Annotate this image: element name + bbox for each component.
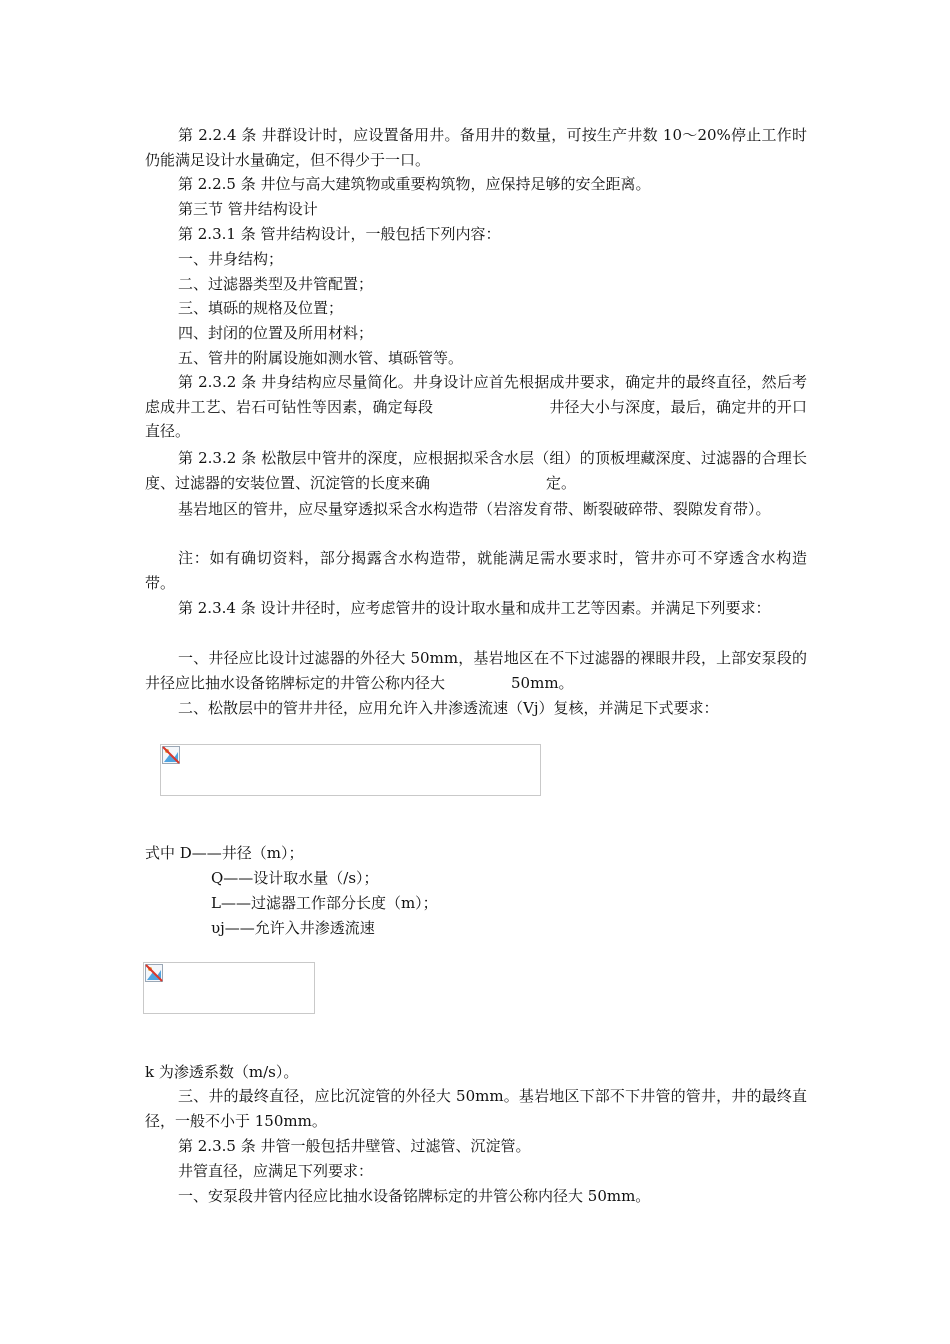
requirement-2: 二、松散层中的管井井径，应用允许入井渗透流速（Vj）复核，并满足下式要求： [178, 699, 719, 717]
clause-2-3-1: 第 2.3.1 条 管井结构设计，一般包括下列内容： [178, 225, 501, 243]
variable-definition: Q——设计取水量（/s）； [211, 869, 379, 887]
coefficient-definition: k 为渗透系数（m/s）。 [145, 1063, 299, 1081]
clause-2-3-2-structure [145, 370, 807, 444]
formula-image [160, 744, 541, 796]
section-heading: 第三节 管井结构设计 [178, 200, 318, 218]
requirement-1 [145, 646, 807, 695]
broken-image-icon [162, 746, 180, 764]
clause-text: 第 2.3.2 条 井身结构应尽量简化。井身设计应首先根据成井要求，确定井的最终直径，然后考虑成井工艺、岩石可钻性等因素，确定每段 [145, 373, 807, 416]
clause-2-3-5: 第 2.3.5 条 井管一般包括井壁管、过滤管、沉淀管。 [178, 1137, 531, 1155]
variable-definition: 式中 D——井径（m）； [145, 844, 304, 862]
list-item: 三、填砾的规格及位置； [178, 299, 344, 317]
clause-text: 第 2.3.2 条 松散层中管井的深度，应根据拟采含水层（组）的顶板埋藏深度、过滤器的合理长度、过滤器的安装位置、沉淀管的长度来确 [145, 449, 807, 492]
variable-definition: υj——允许入井渗透流速 [211, 919, 375, 937]
clause-2-3-2-depth [145, 446, 807, 495]
requirement-3: 三、井的最终直径，应比沉淀管的外径大 50mm。基岩地区下部不下井管的管井，井的最终直径，一般不小于 150mm。 [145, 1087, 807, 1130]
variable-definition: L——过滤器工作部分长度（m）； [211, 894, 438, 912]
clause-text: 井径大小与深度，最后，确定井的开口直径。 [145, 397, 807, 440]
formula-image [143, 962, 315, 1014]
clause-2-2-4: 第 2.2.4 条 井群设计时，应设置备用井。备用井的数量，可按生产井数 10～20%停止工作时仍能满足设计水量确定，但不得少于一口。 [145, 126, 807, 169]
note-paragraph: 注：如有确切资料，部分揭露含水构造带，就能满足需水要求时，管井亦可不穿透含水构造带。 [145, 549, 807, 592]
list-item: 二、过滤器类型及井管配置； [178, 275, 374, 293]
requirement-text: 50mm。 [511, 673, 574, 692]
pipe-diameter-intro: 井管直径，应满足下列要求： [178, 1162, 374, 1180]
clause-2-3-4: 第 2.3.4 条 设计井径时，应考虑管井的设计取水量和成井工艺等因素。并满足下列要求： [178, 599, 771, 617]
clause-2-2-5: 第 2.2.5 条 井位与高大建筑物或重要构筑物，应保持足够的安全距离。 [178, 175, 651, 193]
pipe-requirement-1: 一、安泵段井管内径应比抽水设备铭牌标定的井管公称内径大 50mm。 [178, 1187, 651, 1205]
requirement-text: 一、井径应比设计过滤器的外径大 50mm，基岩地区在不下过滤器的裸眼井段，上部安泵段的井径应比抽水设备铭牌标定的井管公称内径大 [145, 649, 807, 692]
list-item: 一、井身结构； [178, 250, 284, 268]
bedrock-paragraph: 基岩地区的管井，应尽量穿透拟采含水构造带（岩溶发育带、断裂破碎带、裂隙发育带）。 [178, 500, 771, 518]
list-item: 五、管井的附属设施如测水管、填砾管等。 [178, 349, 464, 367]
list-item: 四、封闭的位置及所用材料； [178, 324, 374, 342]
clause-text: 定。 [546, 473, 577, 492]
broken-image-icon [145, 964, 163, 982]
